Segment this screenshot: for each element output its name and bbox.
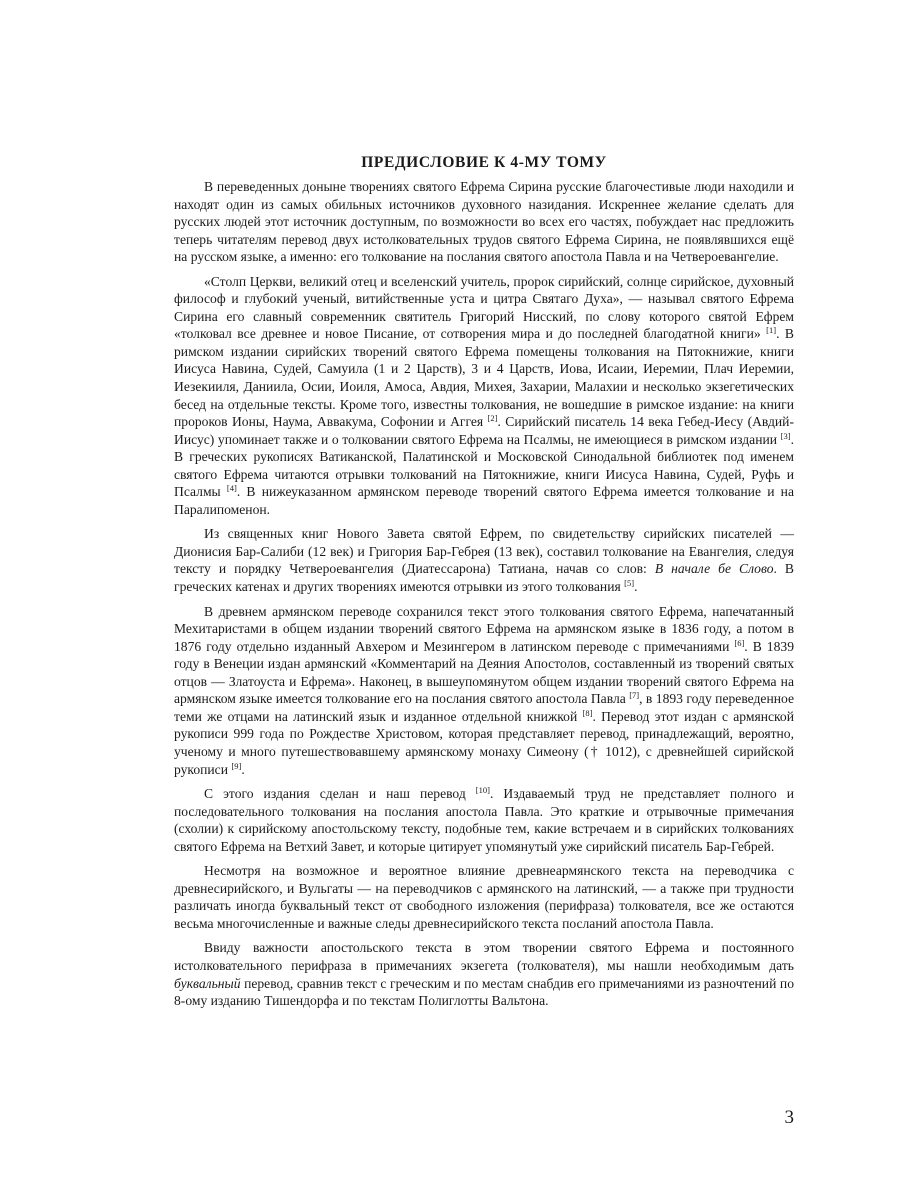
paragraph bbox=[174, 603, 794, 778]
text-segment: перевод, сравнив текст с греческим и по местам снабдив его примечаниями из разночтений по 8-ому изданию Тишендорфа и по текстам Полиглотты Вальтона. bbox=[174, 975, 794, 1009]
text-segment: «Столп Церкви, великий отец и вселенский учитель, пророк сирийский, солнце сирийское, духовный философ и глубокий ученый, витийственные уста и цитра Святаго Духа», — называл святого Ефрема Сирина его славный современник святитель Григорий Нисский, по слову которого святой Ефрем «толковал все древнее и новое Писание, от сотворения мира и до последней благодатной книги» bbox=[174, 273, 794, 342]
text-segment: . В 1839 году в Венеции издан армянский «Комментарий на Деяния Апостолов, составленный из творений святых отцов — Златоуста и Ефрема». Наконец, в вышеупомянутом общем издании творений святого Ефрема на армянском языке имеется толкование его на послания святого апостола Павла bbox=[174, 638, 794, 707]
page-number: 3 bbox=[784, 1107, 794, 1128]
footnote-ref: [2] bbox=[487, 413, 498, 424]
text-segment: . В греческих рукописях Ватиканской, Палатинской и Московской Синодальной библиотек под именем святого Ефрема читаются отрывки толкований на Пятокнижие, книги Иисуса Навина, Судей, Руфь и Псалмы bbox=[174, 431, 794, 500]
footnote-ref: [9] bbox=[231, 760, 242, 771]
footnote-ref: [1] bbox=[766, 325, 777, 336]
text-segment: . В римском издании сирийских творений святого Ефрема помещены толкования на Пятокнижие, книги Иисуса Навина, Судей, Самуила (1 и 2 Царств), 3 и 4 Царств, Иова, Исаии, Иеремии, Плач Иеремии, Иезекииля, Даниила, Осии, Иоиля, Амоса, Авдия, Михея, Захарии, Малахии и несколько экзегетических бесед на отдельные тексты. Кроме того, известны толкования, не вошедшие в римское издание: на книги пророков Ионы, Наума, Аввакума, Софонии и Аггея bbox=[174, 326, 794, 430]
text-segment: В древнем армянском переводе сохранился текст этого толкования святого Ефрема, напечатанный Мехитаристами в общем издании творений святого Ефрема на армянском языке в 1836 году, а потом в 1876 году отдельно изданный Авхером и Мезингером в латинском переводе с примечаниями bbox=[174, 603, 794, 654]
paragraph bbox=[174, 525, 794, 595]
text-segment: Ввиду важности апостольского текста в этом творении святого Ефрема и постоянного истолковательного перифраза в примечаниях экзегета (толкователя), мы нашли необходимым дать bbox=[174, 940, 794, 973]
text-segment: . bbox=[241, 761, 245, 777]
preface-body bbox=[174, 178, 794, 1017]
paragraph bbox=[174, 178, 794, 266]
text-segment: . В греческих катенах и других творениях имеются отрывки из этого толкования bbox=[174, 561, 794, 595]
text-segment: . bbox=[634, 579, 638, 595]
footnote-ref: [10] bbox=[475, 785, 490, 796]
paragraph bbox=[174, 785, 794, 855]
footnote-ref: [5] bbox=[624, 578, 635, 589]
text-segment: . В нижеуказанном армянском переводе творений святого Ефрема имеется толкование и на Паралипоменон. bbox=[174, 484, 794, 517]
footnote-ref: [7] bbox=[629, 690, 640, 701]
italic-text: буквальный bbox=[174, 975, 241, 991]
text-segment: . Сирийский писатель 14 века Гебед-Иесу (Авдий-Иисус) упоминает также и о толковании святого Ефрема на Псалмы, не имеющиеся в римском издании bbox=[174, 414, 794, 447]
text-segment: . Издаваемый труд не представляет полного и последовательного толкования на послания апостола Павла. Это краткие и отрывочные примечания (схолии) к сирийскому апостольскому тексту, подобные тем, какие встречаем и в сирийских толкованиях святого Ефрема на Ветхий Завет, и которые цитирует упомянутый уже сирийский писатель Бар-Гебрей. bbox=[174, 786, 794, 854]
page-title: ПРЕДИСЛОВИЕ К 4-МУ ТОМУ bbox=[361, 154, 607, 171]
italic-text: В начале бе Слово bbox=[654, 561, 774, 577]
text-segment: Из священных книг Нового Завета святой Ефрем, по свидетельству сирийских писателей — Дионисия Бар-Салиби (12 век) и Григория Бар-Гебрея (13 век), составил толкование на Евангелия, следуя тексту и порядку Четвероевангелия (Диатессарона) Татиана, начав со слов: bbox=[174, 526, 794, 577]
text-segment: . Перевод этот издан с армянской рукописи 999 года по Рождестве Христовом, которая представляет перевод, принадлежащий, вероятно, ученому и много путешествовавшему армянскому монаху Симеону († 1012), с древнейшей сирийской рукописи bbox=[174, 708, 794, 777]
footnote-ref: [4] bbox=[226, 483, 237, 494]
footnote-ref: [3] bbox=[780, 430, 791, 441]
footnote-ref: [6] bbox=[734, 637, 745, 648]
paragraph bbox=[174, 273, 794, 519]
paragraph bbox=[174, 862, 794, 932]
text-segment: С этого издания сделан и наш перевод bbox=[204, 786, 476, 802]
text-segment: Несмотря на возможное и вероятное влияние древнеармянского текста на переводчика с древнесирийского, и Вульгаты — на переводчиков с армянского на латинский, — а также при трудности различать иногда буквальный текст от свободного изложения (перифраза) толкователя, все же остаются весьма многочисленные и важные следы древнесирийского текста посланий апостола Павла. bbox=[174, 863, 794, 931]
paragraph bbox=[174, 939, 794, 1009]
text-segment: В переведенных доныне творениях святого Ефрема Сирина русские благочестивые люди находили и находят один из самых обильных источников духовного назидания. Искреннее желание сделать для русских людей этот источник доступным, по возможности во всех его частях, побуждает нас предложить теперь читателям перевод двух истолковательных трудов святого Ефрема Сирина, не появлявшихся ещё на русском языке, а именно: его толкование на послания святого апостола Павла и на Четвероевангелие. bbox=[174, 179, 794, 265]
text-segment: , в 1893 году переведенное теми же отцами на латинский язык и изданное отдельной книжкой bbox=[174, 691, 795, 724]
footnote-ref: [8] bbox=[582, 707, 593, 718]
